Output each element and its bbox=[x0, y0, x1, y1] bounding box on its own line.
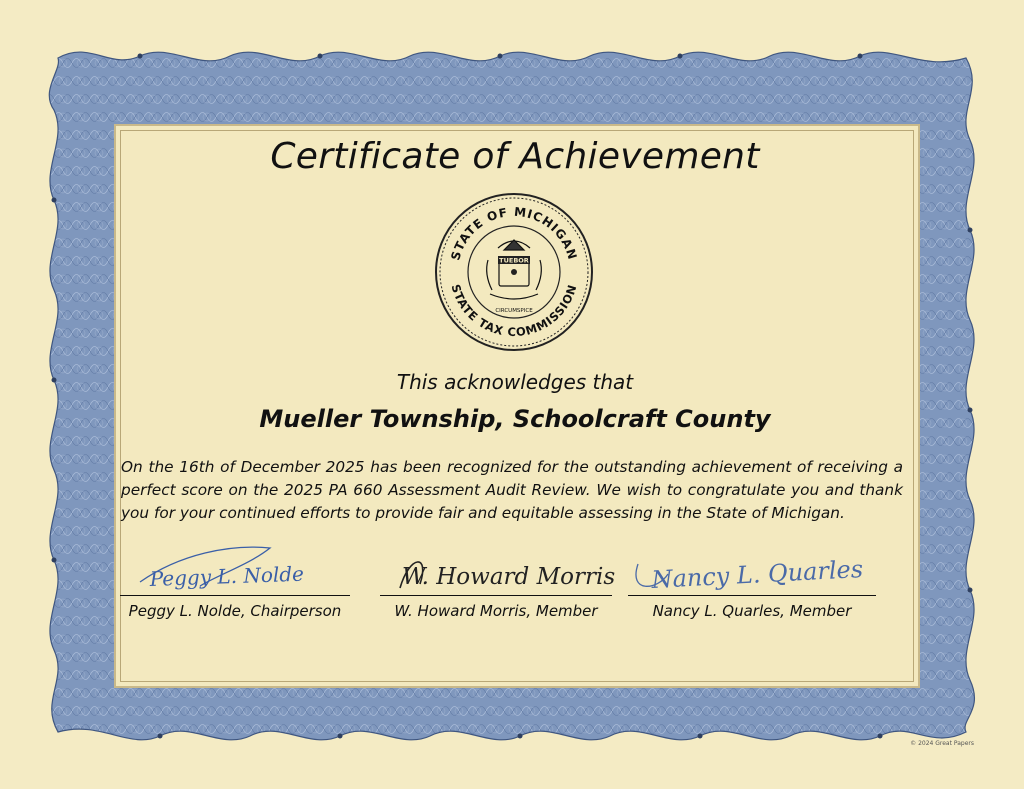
certificate-body: On the 16th of December 2025 has been recognized for the outstanding achievement of receiving a perfect score on the 2025 PA 660 Assessment Audit Review. We wish to congratulate you and thank you for your continued efforts to provide fair and equitable assessing in the State of Michigan. bbox=[121, 458, 903, 522]
signature-mark bbox=[380, 534, 620, 604]
svg-text:Nancy L. Quarles: Nancy L. Quarles bbox=[650, 554, 864, 594]
svg-text:W. Howard Morris: W. Howard Morris bbox=[402, 564, 616, 590]
signatory-name: Nancy L. Quarles, Member bbox=[652, 602, 852, 620]
recipient-name: Mueller Township, Schoolcraft County bbox=[259, 405, 771, 433]
certificate-title: Certificate of Achievement bbox=[270, 136, 760, 177]
copyright-text: © 2024 Great Papers bbox=[910, 740, 974, 747]
svg-text:STATE OF MICHIGAN: STATE OF MICHIGAN bbox=[448, 204, 580, 262]
seal-motto: CIRCUMSPICE bbox=[495, 308, 533, 314]
signature-block-member-2 bbox=[628, 534, 876, 634]
signatory-name: W. Howard Morris, Member bbox=[394, 602, 598, 620]
svg-text:STATE TAX COMMISSION: STATE TAX COMMISSION bbox=[448, 282, 580, 340]
svg-text:Peggy L. Nolde: Peggy L. Nolde bbox=[149, 561, 305, 591]
signature-line bbox=[380, 595, 612, 596]
signature-block-member-1 bbox=[380, 534, 616, 634]
signature-mark bbox=[120, 534, 360, 604]
signature-block-chair bbox=[120, 534, 350, 634]
signature-line bbox=[120, 595, 350, 596]
signature-line bbox=[628, 595, 876, 596]
signatory-name: Peggy L. Nolde, Chairperson bbox=[128, 602, 342, 620]
state-seal-icon bbox=[428, 190, 600, 354]
acknowledgement-text: This acknowledges that bbox=[396, 370, 634, 394]
seal-banner: TUEBOR bbox=[499, 256, 529, 265]
